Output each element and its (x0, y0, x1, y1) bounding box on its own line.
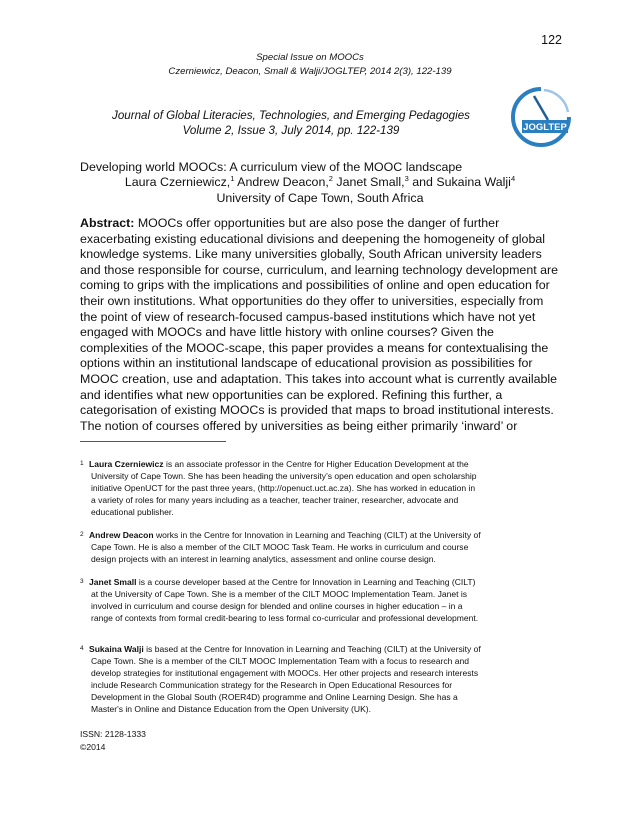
footnote-line: a variety of roles for many years including as a teacher, teacher trainer, researcher, advocate and (91, 494, 459, 505)
abstract-line: exacerbating existing educational divisions and deepening the homogeneity of global (80, 231, 545, 246)
footnote-number: 4 (80, 645, 84, 652)
footnote-line (80, 530, 564, 542)
author-3: Janet Small, (332, 175, 405, 189)
abstract-line: categorisation of existing MOOCs is provided that maps to broad institutional interests. (80, 403, 554, 418)
footnote-author-name: Sukaina Walji (89, 644, 144, 654)
running-header-special-issue: Special Issue on MOOCs (256, 52, 364, 63)
abstract-line (80, 216, 560, 232)
abstract-line: The notion of courses offered by universities as being either primarily ‘inward’ or (80, 418, 518, 433)
footnote-author-name: Laura Czerniewicz (89, 459, 164, 469)
footnote-text: works in the Centre for Innovation in Learning and Teaching (CILT) at the University of (153, 530, 481, 540)
abstract-text: MOOCs offer opportunities but are also pose the danger of further (134, 216, 500, 230)
logo-text: JOGLTEP (523, 122, 567, 133)
journal-volume: Volume 2, Issue 3, July 2014, pp. 122-139 (182, 124, 400, 137)
author-4: and Sukaina Walji (408, 175, 511, 189)
footnote-line: at the University of Cape Town. She is a member of the CILT MOOC Implementation Team. Janet is (91, 588, 468, 599)
footnote-number: 2 (80, 531, 84, 538)
footnote-text: is a course developer based at the Centre for Innovation in Learning and Teaching (CILT) (136, 577, 476, 587)
footnote-3 (80, 577, 564, 625)
footnote-text: is an associate professor in the Centre for Higher Education Development at the (163, 459, 469, 469)
footnote-separator (80, 441, 226, 442)
page-number: 122 (541, 33, 562, 47)
author-3-footnote-mark: 3 (404, 173, 409, 183)
author-4-footnote-mark: 4 (510, 173, 516, 183)
footnote-line: include Research Communication strategy for the Research in Open Educational Resources for (91, 679, 453, 690)
footnote-author-name: Andrew Deacon (89, 530, 154, 540)
abstract-label: Abstract: (80, 216, 135, 230)
footnote-1 (80, 459, 564, 519)
footnote-line: involved in curriculum and course design for blended and online courses in higher education – in a (91, 600, 463, 611)
abstract-line: complexities of the MOOC-scape, this paper provides a means for contextualising the (80, 340, 549, 355)
footnote-2 (80, 530, 564, 566)
abstract-line: coming to grips with the implications and possibilities of online and open education for (80, 278, 550, 293)
running-header-citation: Czerniewicz, Deacon, Small & Walji/JOGLTEP, 2014 2(3), 122-139 (168, 66, 452, 77)
copyright: ©2014 (80, 742, 106, 752)
abstract-line: the point of view of research-focused campus-based institutions which have not yet (80, 309, 536, 324)
author-2: Andrew Deacon, (234, 175, 329, 189)
footnote-line: develop strategies for institutional engagement with MOOCs. Her other projects and research interests (91, 667, 479, 678)
abstract-line: engaged with MOOCs and have little history with online courses? Given the (80, 325, 494, 340)
footnote-line: Cape Town. He is also a member of the CILT MOOC Task Team. He works in curriculum and course (91, 541, 469, 552)
abstract-line: options within an institutional landscape of educational provision as possibilities for (80, 356, 533, 371)
footnote-author-name: Janet Small (89, 577, 137, 587)
footnote-line (80, 577, 564, 589)
logo-arc-light (544, 90, 568, 112)
logo-hand (534, 96, 548, 120)
abstract-line: and those responsible for course, curriculum, and learning technology development are (80, 262, 559, 277)
footnote-line: design projects with an interest in learning analytics, assessment and online course design. (91, 553, 436, 564)
footnote-4 (80, 644, 564, 715)
author-list (120, 175, 520, 191)
footnote-number: 1 (80, 460, 84, 467)
joglteo-logo (508, 84, 574, 150)
issn: ISSN: 2128-1333 (80, 729, 146, 739)
footnote-line: Cape Town. She is a member of the CILT MOOC Implementation Team with a focus to research and (91, 655, 469, 666)
footnote-number: 3 (80, 578, 84, 585)
footnote-line: Development in the Global South (ROER4D) programme and Online Learning Design. She has a (91, 691, 458, 702)
abstract-line: their own institutions. What opportunities do they offer to universities, especially from (80, 293, 544, 308)
footnote-line: initiative OpenUCT for the past three years, (http://openuct.uct.ac.za). She has worked in education in (91, 482, 476, 493)
footnote-line: University of Cape Town. She has been heading the university’s open education and open scholarship (91, 470, 477, 481)
abstract-line: knowledge systems. Like many universities globally, South African university leaders (80, 247, 542, 262)
journal-title: Journal of Global Literacies, Technologies, and Emerging Pedagogies (112, 109, 470, 122)
author-1-footnote-mark: 1 (230, 173, 235, 183)
abstract (80, 216, 560, 434)
author-1: Laura Czerniewicz, (124, 175, 231, 189)
author-2-footnote-mark: 2 (328, 173, 333, 183)
footnote-line: educational publisher. (91, 506, 174, 517)
footnote-line: Master's in Online and Distance Education from the Open University (UK). (91, 703, 371, 714)
footnote-line (80, 459, 564, 471)
footnote-line (80, 644, 564, 656)
abstract-line: MOOC creation, use and adaptation. This takes into account what is currently available (80, 371, 558, 386)
abstract-line: and identifies what new opportunities can be explored. Refining this further, a (80, 387, 503, 402)
footnote-line: range of contexts from formal credit-bearing to less formal co-curricular and professional development. (91, 612, 479, 623)
paper-title: Developing world MOOCs: A curriculum view of the MOOC landscape (80, 160, 463, 174)
affiliation: University of Cape Town, South Africa (216, 191, 424, 205)
footnote-text: is based at the Centre for Innovation in Learning and Teaching (CILT) at the University of (143, 644, 481, 654)
